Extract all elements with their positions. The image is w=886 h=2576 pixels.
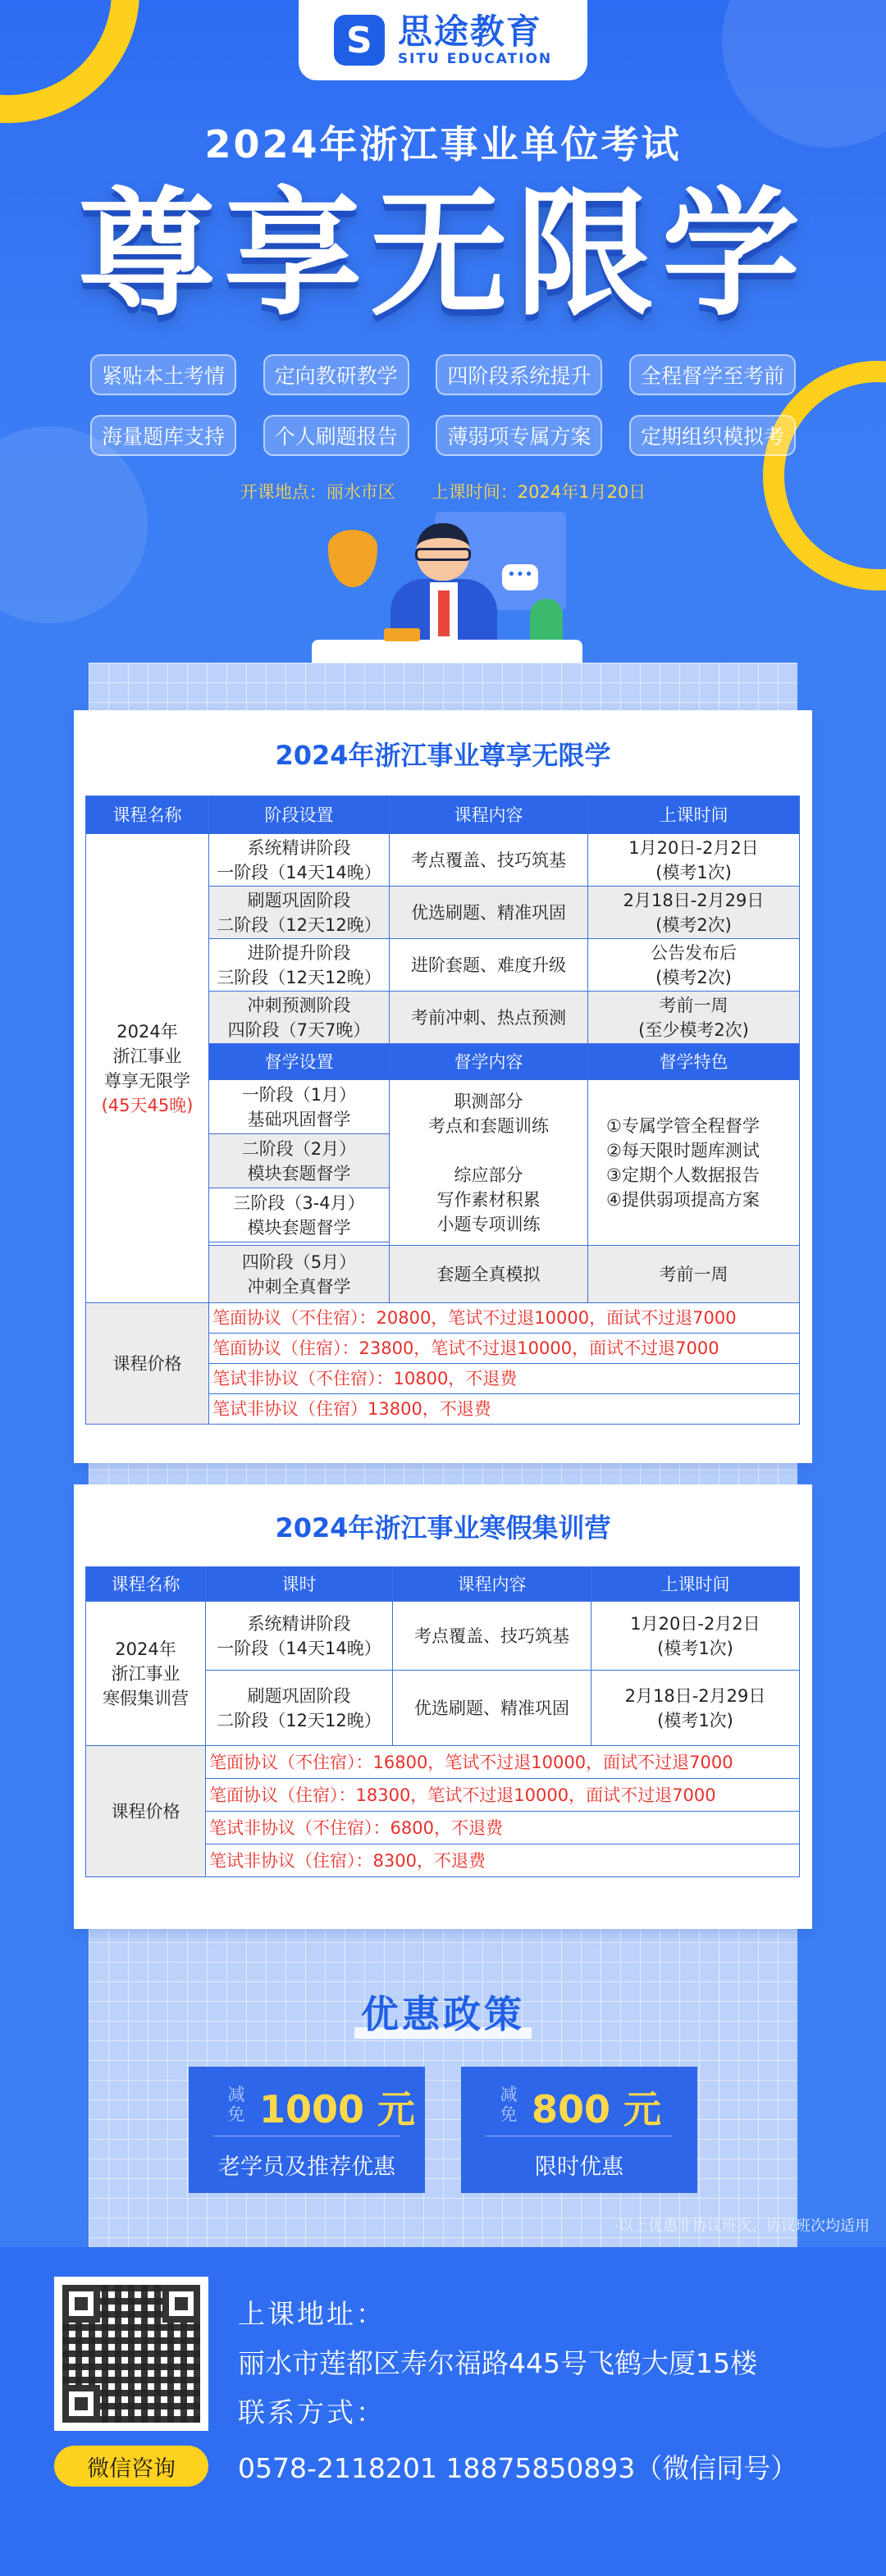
course-card-title: 2024年浙江事业寒假集训营 <box>275 1512 611 1543</box>
feature-line: ③定期个人数据报告 <box>606 1165 760 1185</box>
course-info <box>0 479 886 504</box>
supervise-stage: 一阶段（1月） <box>241 1084 357 1105</box>
feature-tag: 全程督学至考前 <box>629 354 796 395</box>
stage-time: 公告发布后 <box>651 942 737 963</box>
wechat-consult-button[interactable]: 微信咨询 <box>54 2446 208 2487</box>
stage-time: 考前一周 <box>659 995 728 1015</box>
stage-mock: (至少模考2次) <box>638 1019 749 1040</box>
supervise-stage: 二阶段（2月） <box>241 1138 357 1159</box>
course-name-line: 浙江事业 <box>112 1046 182 1066</box>
chat-bubble-icon: ••• <box>502 564 538 590</box>
table-header: 阶段设置 <box>209 796 390 834</box>
supervise-type: 模块套题督学 <box>247 1163 351 1183</box>
book-icon <box>384 628 420 641</box>
logo-english: SITU EDUCATION <box>397 51 553 67</box>
supervise-content-last: 套题全真模拟 <box>390 1246 588 1303</box>
contact-phone: 0578-2118201 18875850893（微信同号） <box>238 2452 798 2484</box>
stage-duration: 一阶段（14天14晚） <box>217 1638 381 1658</box>
price-option: 笔试非协议（不住宿）：10800，不退费 <box>209 1364 800 1394</box>
stage-content: 优选刷题、精准巩固 <box>390 887 588 939</box>
logo <box>299 0 587 80</box>
qr-finder <box>62 2285 100 2323</box>
supervise-type: 冲刺全真督学 <box>247 1276 351 1297</box>
course-location: 开课地点：丽水市区 <box>240 482 395 502</box>
discount-label-char: 免 <box>500 2104 518 2124</box>
supervise-stage: 四阶段（5月） <box>241 1252 357 1272</box>
discount-amount: 1000 元 <box>259 2087 416 2131</box>
feature-line: ①专属学管全程督学 <box>606 1115 760 1136</box>
supervise-feature-last: 考前一周 <box>588 1246 800 1303</box>
teacher-illustration <box>312 508 582 664</box>
supervise-content-line: 综应部分 <box>454 1165 523 1185</box>
price-option: 笔试非协议（不住宿）：6800，不退费 <box>206 1812 800 1844</box>
feature-line: ②每天限时题库测试 <box>606 1140 760 1160</box>
feature-tag: 定期组织模拟考 <box>629 415 796 456</box>
stage-mock: (模考2次) <box>655 914 732 935</box>
stage-mock: (模考2次) <box>655 967 732 987</box>
stage-duration: 四阶段（7天7晚） <box>227 1019 371 1040</box>
feature-tag: 紧贴本土考情 <box>90 354 236 395</box>
course-name-line: 尊享无限学 <box>104 1070 190 1091</box>
address-label: 上课地址： <box>238 2298 386 2330</box>
stage-content: 优选刷题、精准巩固 <box>393 1671 591 1746</box>
discount-card <box>189 2067 425 2193</box>
feature-tag: 四阶段系统提升 <box>436 354 602 395</box>
stage-duration: 一阶段（14天14晚） <box>217 862 381 882</box>
stage-duration: 二阶段（12天12晚） <box>217 1710 381 1730</box>
price-row <box>86 1746 800 1779</box>
stage-time: 2月18日-2月29日 <box>624 1685 766 1706</box>
stage-time: 1月20日-2月2日 <box>630 1613 760 1634</box>
table-row <box>86 1602 800 1671</box>
price-option: 笔面协议（住宿）：23800，笔试不过退10000，面试不过退7000 <box>209 1334 800 1364</box>
course-card-winter <box>74 1484 812 1929</box>
stage-time: 1月20日-2月2日 <box>628 837 759 858</box>
stage-mock: (模考1次) <box>655 862 732 882</box>
price-option: 笔面协议（不住宿）：16800，笔试不过退10000，面试不过退7000 <box>206 1746 800 1779</box>
course-start-time: 上课时间：2024年1月20日 <box>431 482 646 502</box>
price-option: 笔面协议（不住宿）：20800，笔试不过退10000，面试不过退7000 <box>209 1303 800 1334</box>
qr-finder <box>162 2285 200 2323</box>
discount-label-char: 免 <box>227 2104 245 2124</box>
table-header: 督学设置 <box>209 1044 390 1080</box>
hero-subtitle: 2024年浙江事业单位考试 <box>204 122 682 166</box>
stage-content: 考前冲刺、热点预测 <box>390 992 588 1044</box>
supervise-content-line: 写作素材积累 <box>436 1189 541 1210</box>
feature-tag: 薄弱项专属方案 <box>436 415 602 456</box>
supervise-content-line: 小题专项训练 <box>436 1214 541 1234</box>
discount-desc: 限时优惠 <box>535 2154 623 2180</box>
discount-label <box>222 2085 251 2124</box>
supervise-features-cell <box>588 1080 800 1246</box>
table-header: 课程内容 <box>393 1567 591 1602</box>
shield-icon <box>328 530 377 587</box>
discount-desc: 老学员及推荐优惠 <box>218 2154 395 2180</box>
discount-card <box>461 2067 697 2193</box>
hero-title: 尊享无限学 <box>78 174 808 335</box>
course-name-line: 寒假集训营 <box>103 1688 189 1708</box>
price-label: 课程价格 <box>86 1746 206 1877</box>
price-row <box>86 1303 800 1334</box>
stage-content: 进阶套题、难度升级 <box>390 939 588 992</box>
stage-mock: (模考1次) <box>657 1710 733 1730</box>
feature-tag: 海量题库支持 <box>90 415 236 456</box>
course-card-title: 2024年浙江事业尊享无限学 <box>275 740 611 771</box>
glasses-icon <box>415 548 471 561</box>
policy-title: 优惠政策 <box>361 1992 525 2036</box>
price-label: 课程价格 <box>86 1303 209 1425</box>
qr-code-icon[interactable] <box>54 2277 208 2431</box>
stage-duration: 二阶段（12天12晚） <box>217 914 381 935</box>
table-header: 督学特色 <box>588 1044 800 1080</box>
table-header: 督学内容 <box>390 1044 588 1080</box>
course-name-line: 2024年 <box>116 1021 178 1042</box>
teacher-tie <box>438 590 450 636</box>
discount-label-char: 减 <box>500 2085 518 2104</box>
supervise-type: 基础巩固督学 <box>247 1109 351 1129</box>
course-name-line: 浙江事业 <box>111 1663 180 1684</box>
supervise-content-line: 考点和套题训练 <box>428 1115 549 1136</box>
stage-name: 系统精讲阶段 <box>247 837 351 858</box>
price-option: 笔面协议（住宿）：18300，笔试不过退10000，面试不过退7000 <box>206 1779 800 1812</box>
stage-time: 2月18日-2月29日 <box>623 890 765 910</box>
price-option: 笔试非协议（住宿）13800，不退费 <box>209 1394 800 1425</box>
table-header: 课时 <box>206 1567 393 1602</box>
course-duration-note: (45天45晚) <box>101 1095 194 1115</box>
stage-content: 考点覆盖、技巧筑基 <box>390 834 588 887</box>
table-header: 课程名称 <box>86 796 209 834</box>
table-header: 上课时间 <box>588 796 800 834</box>
qr-finder <box>62 2385 100 2423</box>
discount-amount: 800 元 <box>532 2087 662 2131</box>
discount-label <box>494 2085 523 2124</box>
stage-content: 考点覆盖、技巧筑基 <box>393 1602 591 1671</box>
discount-label-char: 减 <box>227 2085 245 2104</box>
policy-note: ·以上优惠非协议班次、协议班次均适用 <box>614 2218 870 2235</box>
decor-blob <box>0 426 148 623</box>
stage-name: 刷题巩固阶段 <box>247 1685 351 1706</box>
address-text: 丽水市莲都区寿尔福路445号飞鹤大厦15楼 <box>238 2347 757 2379</box>
table-header: 课程名称 <box>86 1567 206 1602</box>
feature-tag: 定向教研教学 <box>263 354 409 395</box>
course-name-line: 2024年 <box>115 1639 176 1659</box>
stage-name: 刷题巩固阶段 <box>247 890 351 910</box>
stage-name: 进阶提升阶段 <box>247 942 351 963</box>
contact-label: 联系方式： <box>238 2396 386 2428</box>
stage-mock: (模考1次) <box>657 1638 733 1658</box>
stage-name: 冲刺预测阶段 <box>247 995 351 1015</box>
table-header: 课程内容 <box>390 796 588 834</box>
supervise-content-cell <box>390 1080 588 1246</box>
hero-banner <box>0 0 886 664</box>
course-table-winter <box>85 1566 800 1877</box>
supervise-content-line: 职测部分 <box>454 1091 523 1111</box>
feature-line: ④提供弱项提高方案 <box>606 1189 760 1210</box>
stage-name: 系统精讲阶段 <box>247 1613 351 1634</box>
table-row <box>86 834 800 887</box>
stage-duration: 三阶段（12天12晚） <box>217 967 381 987</box>
decor-ring-right <box>763 361 886 590</box>
tag-row-2 <box>90 415 796 456</box>
tag-row-1 <box>90 354 796 395</box>
qr-pattern <box>62 2285 200 2423</box>
desk-icon <box>312 640 582 664</box>
supervise-stage: 三阶段（3-4月） <box>233 1192 365 1213</box>
course-name-cell <box>86 834 209 1303</box>
supervise-type: 模块套题督学 <box>247 1217 351 1238</box>
decor-ring-top-left <box>0 0 139 123</box>
logo-mark-icon: S <box>334 15 385 66</box>
table-header: 上课时间 <box>591 1567 800 1602</box>
feature-tag: 个人刷题报告 <box>263 415 409 456</box>
price-option: 笔试非协议（住宿）：8300，不退费 <box>206 1844 800 1877</box>
course-card-vip <box>74 710 812 1463</box>
course-name-cell <box>86 1602 206 1746</box>
course-table-vip <box>85 796 800 1425</box>
logo-name: 思途教育 <box>397 11 542 52</box>
